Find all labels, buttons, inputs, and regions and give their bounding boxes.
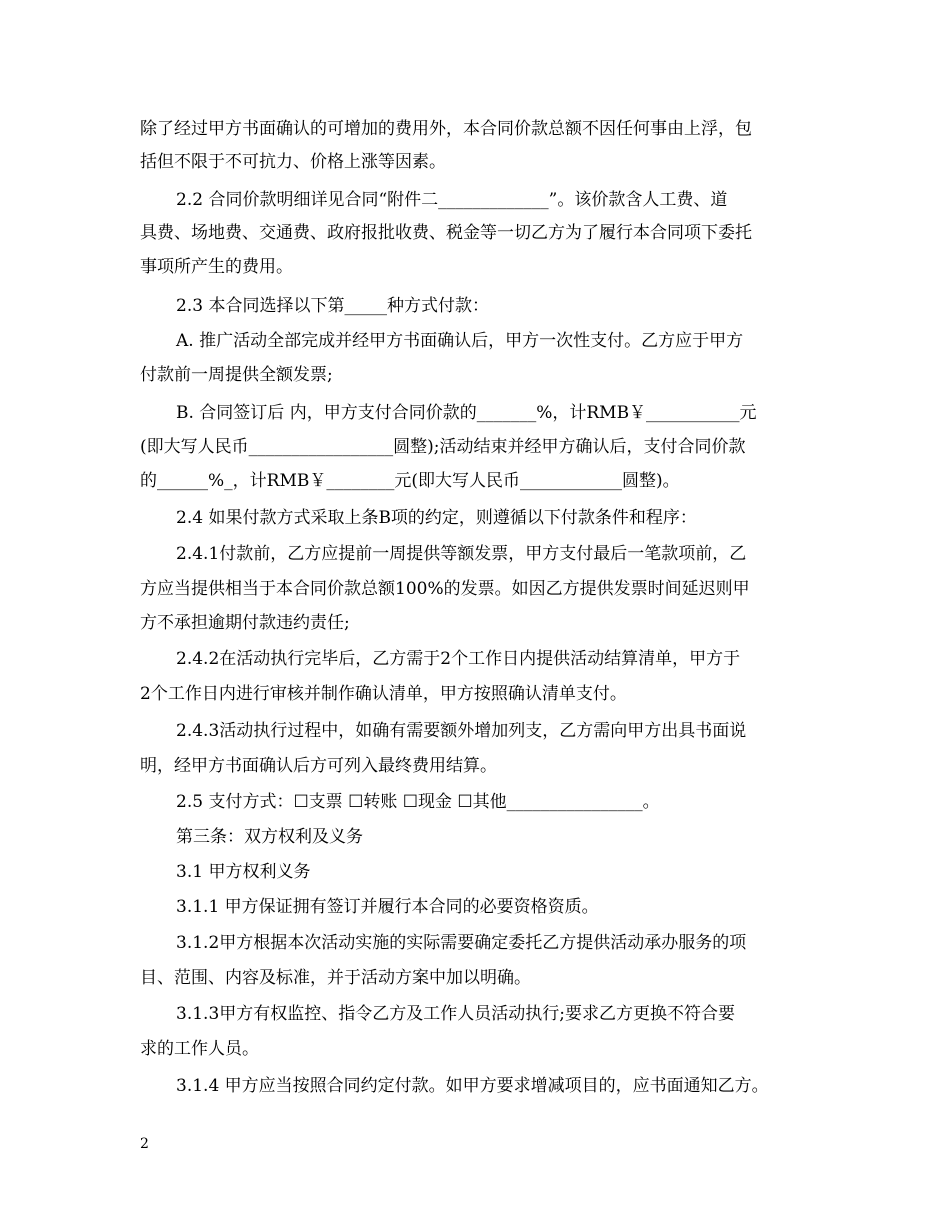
text-line: A. 推广活动全部完成并经甲方书面确认后，甲方一次性支付。乙方应于甲方 bbox=[176, 331, 744, 351]
text-line: 2.4.3活动执行过程中，如确有需要额外增加列支，乙方需向甲方出具书面说 bbox=[176, 721, 747, 741]
text-line: (即大写人民币_________________圆整);活动结束并经甲方确认后，支付合同价款 bbox=[140, 437, 746, 457]
text-line: 2.2 合同价款明细详见合同“附件二_____________”。该价款含人工费、道 bbox=[176, 190, 728, 210]
text-line: 2.5 支付方式：☐支票 ☐转账 ☐现金 ☐其他________________。 bbox=[176, 792, 660, 812]
text-line: 括但不限于不可抗力、价格上涨等因素。 bbox=[140, 152, 446, 172]
text-line: B. 合同签订后 内，甲方支付合同价款的_______%，计RMB￥___________元 bbox=[176, 403, 757, 423]
text-line: 除了经过甲方书面确认的可增加的费用外，本合同价款总额不因任何事由上浮，包 bbox=[140, 119, 752, 139]
text-line: 具费、场地费、交通费、政府报批收费、税金等一切乙方为了履行本合同项下委托 bbox=[140, 223, 752, 243]
text-line: 付款前一周提供全额发票; bbox=[140, 365, 333, 385]
text-line: 3.1.4 甲方应当按照合同约定付款。如甲方要求增减项目的，应书面通知乙方。 bbox=[176, 1076, 769, 1096]
text-line: 2.4.1付款前，乙方应提前一周提供等额发票，甲方支付最后一笔款项前，乙 bbox=[176, 544, 747, 564]
page-number: 2 bbox=[140, 1136, 149, 1152]
text-line: 方不承担逾期付款违约责任; bbox=[140, 613, 350, 633]
text-line: 2.4.2在活动执行完毕后，乙方需于2个工作日内提供活动结算清单，甲方于 bbox=[176, 649, 741, 669]
text-line: 3.1.1 甲方保证拥有签订并履行本合同的必要资格资质。 bbox=[176, 897, 599, 917]
text-line: 2.4 如果付款方式采取上条B项的约定，则遵循以下付款条件和程序： bbox=[176, 508, 697, 528]
text-line: 2个工作日内进行审核并制作确认清单，甲方按照确认清单支付。 bbox=[140, 684, 627, 704]
text-line: 的______%_，计RMB￥________元(即大写人民币____________圆整)。 bbox=[140, 471, 680, 491]
text-line: 事项所产生的费用。 bbox=[140, 257, 293, 277]
text-line: 方应当提供相当于本合同价款总额100%的发票。如因乙方提供发票时间延迟则甲 bbox=[140, 579, 750, 599]
text-line: 目、范围、内容及标准，并于活动方案中加以明确。 bbox=[140, 968, 531, 988]
text-line: 明，经甲方书面确认后方可列入最终费用结算。 bbox=[140, 756, 497, 776]
text-line: 3.1.2甲方根据本次活动实施的实际需要确定委托乙方提供活动承办服务的项 bbox=[176, 933, 747, 953]
text-line: 3.1 甲方权利义务 bbox=[176, 862, 311, 882]
text-line: 第三条：双方权利及义务 bbox=[176, 827, 363, 847]
text-line: 2.3 本合同选择以下第_____种方式付款： bbox=[176, 296, 489, 316]
text-line: 求的工作人员。 bbox=[140, 1039, 259, 1059]
text-line: 3.1.3甲方有权监控、指令乙方及工作人员活动执行;要求乙方更换不符合要 bbox=[176, 1004, 735, 1024]
